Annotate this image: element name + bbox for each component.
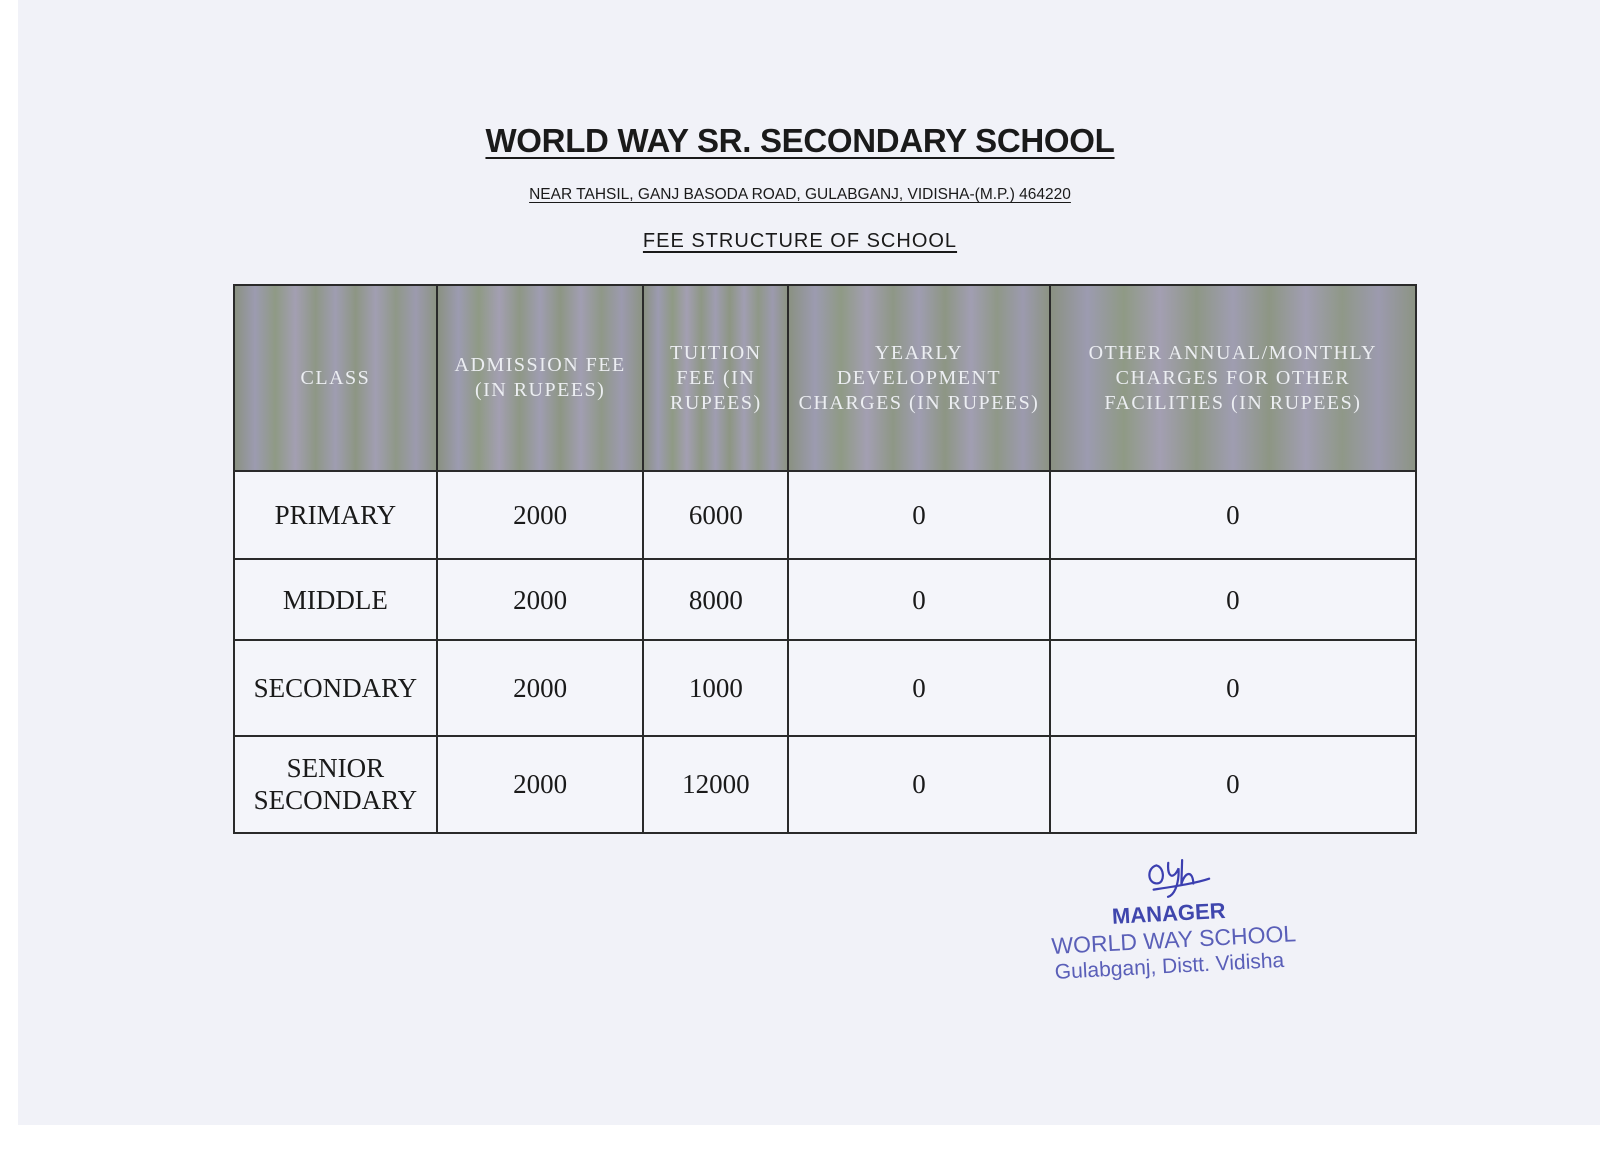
cell-other: 0 bbox=[1050, 736, 1416, 833]
scan-bottom-margin bbox=[0, 1125, 1600, 1153]
cell-other: 0 bbox=[1050, 640, 1416, 735]
cell-development: 0 bbox=[788, 736, 1050, 833]
fee-table bbox=[233, 284, 1417, 834]
table-row bbox=[234, 559, 1416, 640]
table-row bbox=[234, 640, 1416, 735]
stamp-place: Gulabganj, Distt. Vidisha bbox=[1054, 948, 1285, 984]
cell-admission: 2000 bbox=[437, 736, 644, 833]
table-row bbox=[234, 471, 1416, 559]
manager-stamp bbox=[1047, 843, 1323, 987]
stamp-school-name: WORLD WAY SCHOOL bbox=[1050, 920, 1297, 960]
cell-class: SECONDARY bbox=[234, 640, 437, 735]
fee-structure-title: FEE STRUCTURE OF SCHOOL bbox=[642, 230, 958, 252]
table-row bbox=[234, 736, 1416, 833]
cell-other: 0 bbox=[1050, 471, 1416, 559]
table-header-row bbox=[234, 285, 1416, 471]
cell-tuition: 12000 bbox=[643, 736, 788, 833]
cell-tuition: 8000 bbox=[643, 559, 788, 640]
cell-class: SENIOR SECONDARY bbox=[234, 736, 437, 833]
cell-development: 0 bbox=[788, 471, 1050, 559]
cell-tuition: 1000 bbox=[643, 640, 788, 735]
cell-admission: 2000 bbox=[437, 640, 644, 735]
cell-class: MIDDLE bbox=[234, 559, 437, 640]
cell-admission: 2000 bbox=[437, 471, 644, 559]
header-development-charges: YEARLY DEVELOPMENT CHARGES (IN RUPEES) bbox=[788, 285, 1050, 471]
school-name: WORLD WAY SR. SECONDARY SCHOOL bbox=[485, 122, 1115, 159]
header-tuition-fee: TUITION FEE (IN RUPEES) bbox=[643, 285, 788, 471]
header-admission-fee: ADMISSION FEE (IN RUPEES) bbox=[437, 285, 644, 471]
header-class: CLASS bbox=[234, 285, 437, 471]
cell-development: 0 bbox=[788, 640, 1050, 735]
stamp-title: MANAGER bbox=[1111, 897, 1227, 929]
cell-other: 0 bbox=[1050, 559, 1416, 640]
header-other-charges: OTHER ANNUAL/MONTHLY CHARGES FOR OTHER FACILITIES (IN RUPEES) bbox=[1050, 285, 1416, 471]
school-address: NEAR TAHSIL, GANJ BASODA ROAD, GULABGANJ, VIDISHA-(M.P.) 464220 bbox=[529, 186, 1071, 203]
cell-tuition: 6000 bbox=[643, 471, 788, 559]
cell-class: PRIMARY bbox=[234, 471, 437, 559]
cell-admission: 2000 bbox=[437, 559, 644, 640]
cell-development: 0 bbox=[788, 559, 1050, 640]
signature-mark bbox=[1142, 848, 1225, 902]
